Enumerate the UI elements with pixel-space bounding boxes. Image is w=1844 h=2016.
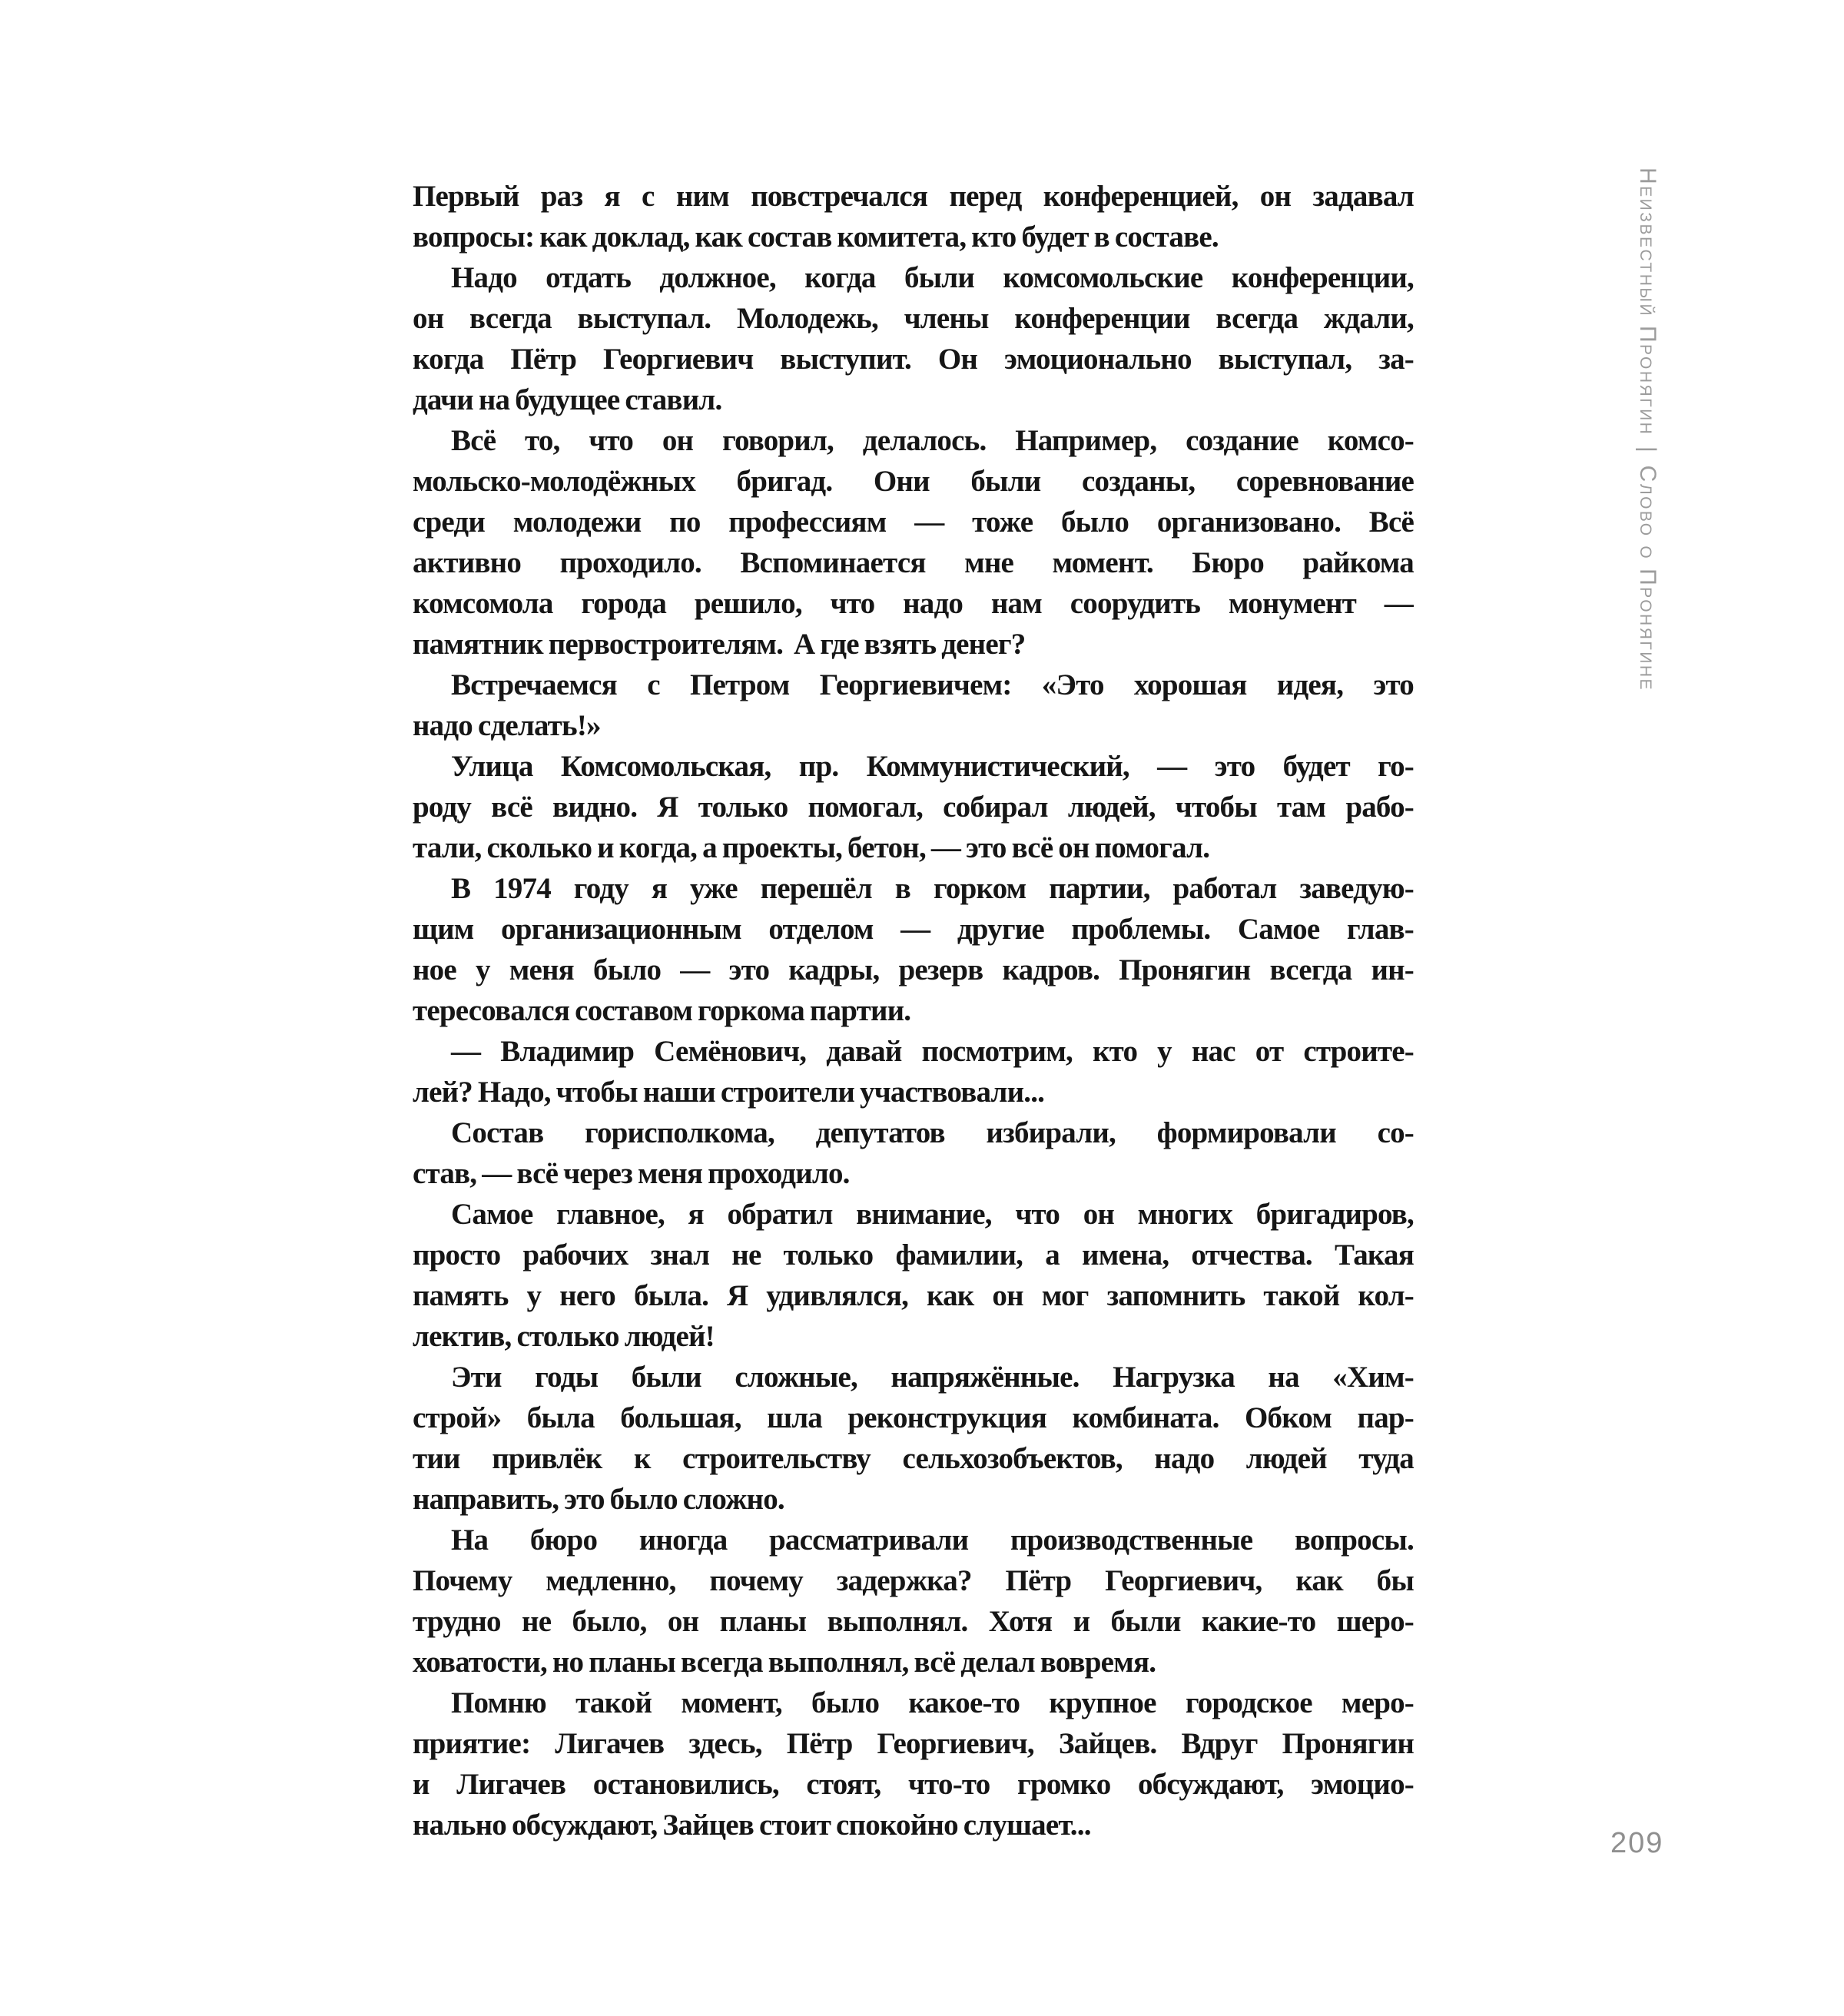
running-head bbox=[1633, 167, 1661, 691]
text-line: ное у меня было — это кадры, резерв кадров. Пронягин всегда ин- bbox=[413, 953, 1414, 986]
text-line: — Владимир Семёнович, давай посмотрим, кто у нас от строите- bbox=[451, 1035, 1414, 1068]
text-line: В 1974 году я уже перешёл в горком партии, работал заведую- bbox=[451, 872, 1414, 905]
text-line: Эти годы были сложные, напряжённые. Нагрузка на «Хим- bbox=[451, 1361, 1414, 1394]
text-line: тии привлёк к строительству сельхозобъектов, надо людей туда bbox=[413, 1442, 1414, 1475]
running-head-chapter-title: Слово о Пронягине bbox=[1635, 465, 1660, 691]
text-line: Встречаемся с Петром Георгиевичем: «Это хорошая идея, это bbox=[451, 668, 1414, 701]
text-line: вопросы: как доклад, как состав комитета, кто будет в составе. bbox=[413, 220, 1219, 254]
text-line: ховатости, но планы всегда выполнял, всё делал вовремя. bbox=[413, 1646, 1156, 1679]
text-line: памятник первостроителям. А где взять денег? bbox=[413, 628, 1026, 661]
text-line: просто рабочих знал не только фамилии, а имена, отчества. Такая bbox=[413, 1238, 1414, 1272]
running-head-separator: | bbox=[1635, 446, 1660, 455]
text-line: направить, это было сложно. bbox=[413, 1483, 784, 1516]
text-line: На бюро иногда рассматривали производственные вопросы. bbox=[451, 1524, 1414, 1557]
text-line: Помню такой момент, было какое-то крупное городское меро- bbox=[451, 1686, 1414, 1719]
page-number: 209 bbox=[1610, 1827, 1664, 1859]
text-line: и Лигачев остановились, стоят, что-то громко обсуждают, эмоцио- bbox=[413, 1768, 1414, 1801]
text-line: дачи на будущее ставил. bbox=[413, 383, 722, 416]
text-line: Всё то, что он говорил, делалось. Например, создание комсо- bbox=[451, 424, 1414, 457]
text-line: активно проходило. Вспоминается мне момент. Бюро райкома bbox=[413, 546, 1414, 579]
text-line: Первый раз я с ним повстречался перед конференцией, он задавал bbox=[413, 180, 1414, 213]
text-line: трудно не было, он планы выполнял. Хотя и были какие-то шеро- bbox=[413, 1605, 1414, 1638]
text-line: строй» была большая, шла реконструкция комбината. Обком пар- bbox=[413, 1401, 1414, 1434]
text-line: лектив, столько людей! bbox=[413, 1320, 715, 1353]
running-head-book-title: Неизвестный Пронягин bbox=[1635, 167, 1660, 436]
text-line: он всегда выступал. Молодежь, члены конференции всегда ждали, bbox=[413, 302, 1414, 335]
text-line: нально обсуждают, Зайцев стоит спокойно слушает... bbox=[413, 1809, 1091, 1842]
text-line: среди молодежи по профессиям — тоже было организовано. Всё bbox=[413, 506, 1414, 539]
text-line: когда Пётр Георгиевич выступит. Он эмоционально выступал, за- bbox=[413, 343, 1414, 376]
text-line: став, — всё через меня проходило. bbox=[413, 1157, 850, 1190]
text-line: лей? Надо, чтобы наши строители участвовали... bbox=[413, 1076, 1045, 1109]
text-line: Самое главное, я обратил внимание, что он многих бригадиров, bbox=[451, 1198, 1414, 1231]
text-line: приятие: Лигачев здесь, Пётр Георгиевич, Зайцев. Вдруг Пронягин bbox=[413, 1727, 1414, 1760]
text-line: надо сделать!» bbox=[413, 709, 601, 742]
text-line: щим организационным отделом — другие проблемы. Самое глав- bbox=[413, 913, 1414, 946]
text-line: тересовался составом горкома партии. bbox=[413, 994, 911, 1027]
text-line: Состав горисполкома, депутатов избирали, формировали со- bbox=[451, 1116, 1414, 1149]
text-line: Улица Комсомольская, пр. Коммунистический, — это будет го- bbox=[451, 750, 1414, 783]
text-line: Почему медленно, почему задержка? Пётр Георгиевич, как бы bbox=[413, 1564, 1414, 1597]
text-line: память у него была. Я удивлялся, как он мог запомнить такой кол- bbox=[413, 1279, 1414, 1312]
text-line: тали, сколько и когда, а проекты, бетон, — это всё он помогал. bbox=[413, 831, 1210, 864]
text-line: Надо отдать должное, когда были комсомольские конференции, bbox=[451, 261, 1414, 294]
text-line: мольско-молодёжных бригад. Они были созданы, соревнование bbox=[413, 465, 1414, 498]
text-line: комсомола города решило, что надо нам соорудить монумент — bbox=[413, 587, 1414, 620]
body-text bbox=[413, 176, 1414, 1845]
text-line: роду всё видно. Я только помогал, собирал людей, чтобы там рабо- bbox=[413, 791, 1414, 824]
